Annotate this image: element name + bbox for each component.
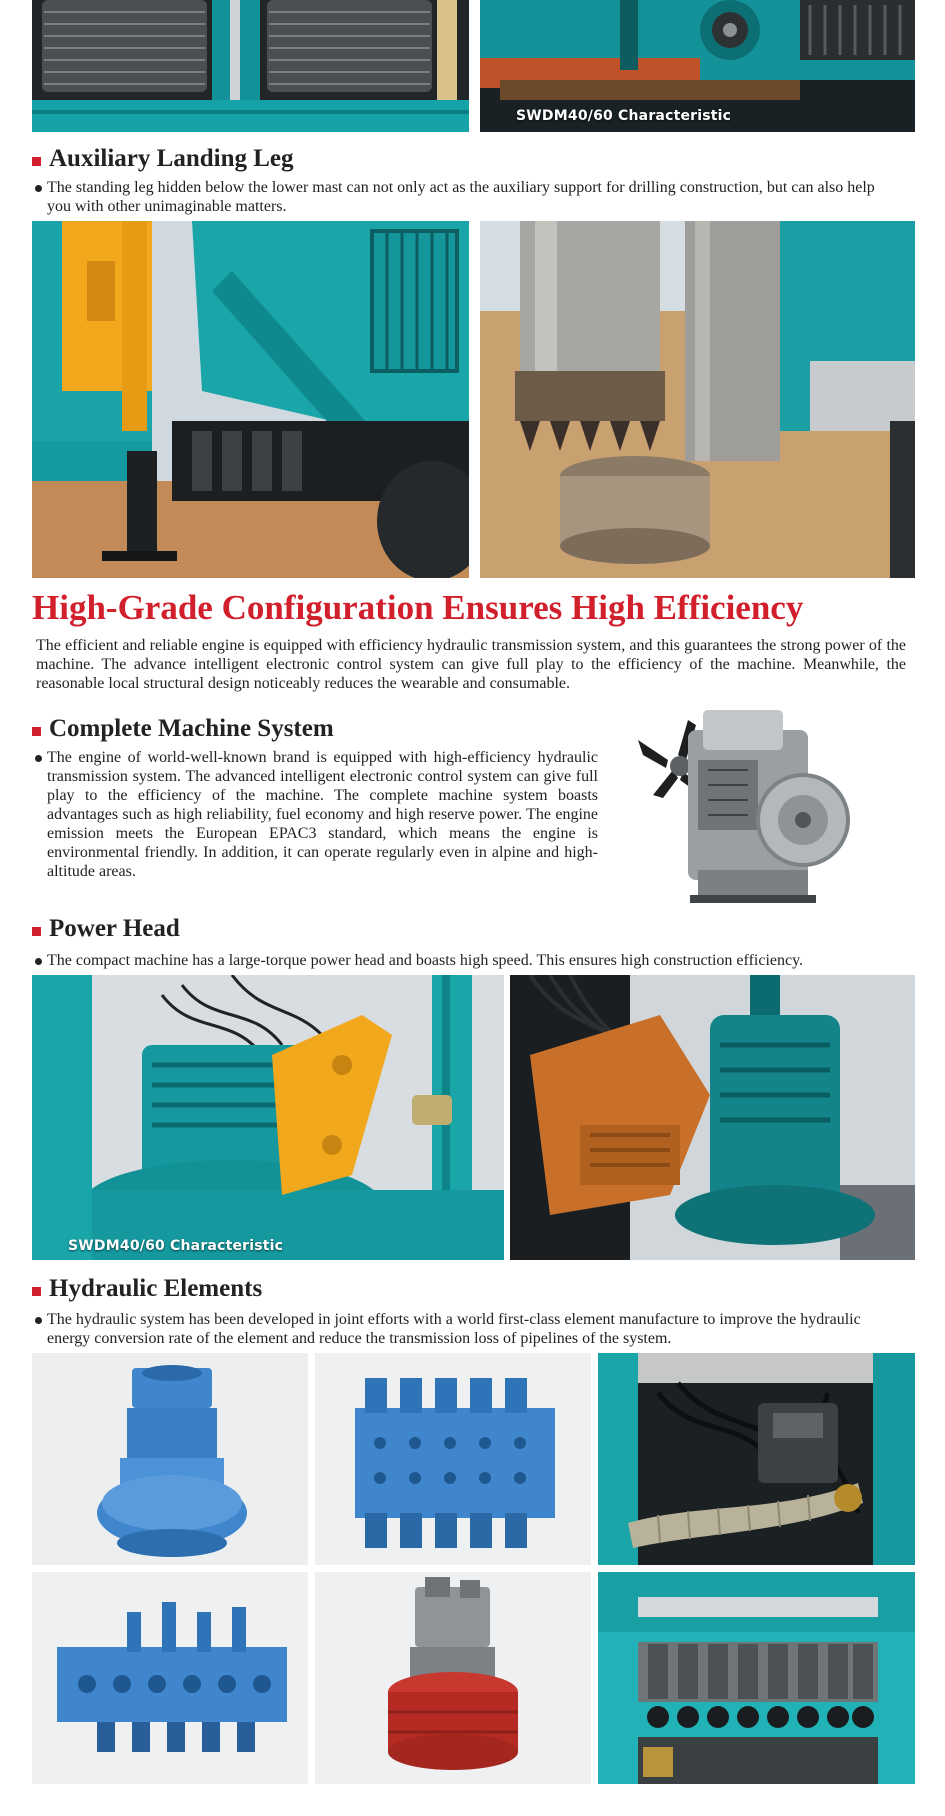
drilling-bucket-photo	[480, 221, 915, 578]
config-intro-paragraph: The efficient and reliable engine is equipped with efficiency hydraulic transmission system, and this guarantees the strong power of the machine. The advance intelligent electronic control system can give full play to the efficiency of the machine. Meanwhile, the reasonable local structural design noticeably reduces the wearable and consumable.	[36, 637, 906, 692]
power-head-bullet	[32, 951, 902, 970]
bullet-text: The compact machine has a large-torque power head and boasts high speed. This ensures high construction efficiency.	[47, 952, 804, 969]
characteristic-caption: SWDM40/60 Characteristic	[516, 108, 732, 124]
hydraulic-bullet	[32, 1310, 902, 1348]
bullet-text: The standing leg hidden below the lower mast can not only act as the auxiliary support for drilling construction, but can also help you with other unimaginable matters.	[47, 179, 875, 215]
section-title-hydraulic	[32, 1276, 262, 1301]
red-square-marker	[32, 727, 41, 736]
bullet-dot	[35, 958, 42, 965]
control-valve-photo-2	[32, 1572, 308, 1784]
section-title-text: Hydraulic Elements	[49, 1275, 263, 1302]
hydraulic-motor-photo	[32, 1353, 308, 1565]
bullet-dot	[35, 185, 42, 192]
bullet-dot	[35, 755, 42, 762]
power-head-photo-left	[32, 975, 504, 1260]
bullet-text: The hydraulic system has been developed in joint efforts with a world first-class element manufacture to improve the hydraulic energy conversion rate of the element and reduce the transmission loss of pipelines of the system.	[47, 1311, 861, 1347]
control-valve-photo-1	[315, 1353, 591, 1565]
auxiliary-leg-bullet	[32, 178, 902, 216]
power-head-photo-right	[510, 975, 915, 1260]
section-title-auxiliary-leg	[32, 146, 294, 171]
winch-drum-photo	[32, 0, 469, 132]
travel-motor-photo	[315, 1572, 591, 1784]
bullet-text: The engine of world-well-known brand is equipped with high-efficiency hydraulic transmission system. The advanced intelligent electronic control system can give full play to the efficiency of the machine. The complete machine system boasts advantages such as high reliability, fuel economy and high reserve power. The engine emission meets the European EPAC3 standard, which means the engine is environmental friendly. In addition, it can operate regularly even in alpine and high-altitude areas.	[47, 749, 598, 880]
red-square-marker	[32, 1287, 41, 1296]
machine-system-bullet	[32, 748, 598, 881]
section-title-text: Auxiliary Landing Leg	[49, 145, 294, 172]
engine-photo	[628, 700, 853, 915]
characteristic-caption: SWDM40/60 Characteristic	[68, 1238, 284, 1254]
section-title-machine-system	[32, 716, 334, 741]
hydraulic-pump-installed-photo	[598, 1353, 915, 1565]
valve-bank-installed-photo	[598, 1572, 915, 1784]
landing-leg-photo	[32, 221, 469, 578]
section-title-text: Complete Machine System	[49, 715, 334, 742]
section-title-power-head	[32, 916, 180, 941]
section-title-text: Power Head	[49, 915, 180, 942]
red-square-marker	[32, 927, 41, 936]
track-detail-photo	[480, 0, 915, 132]
red-square-marker	[32, 157, 41, 166]
config-main-heading: High-Grade Configuration Ensures High Efficiency	[32, 588, 804, 627]
bullet-dot	[35, 1317, 42, 1324]
